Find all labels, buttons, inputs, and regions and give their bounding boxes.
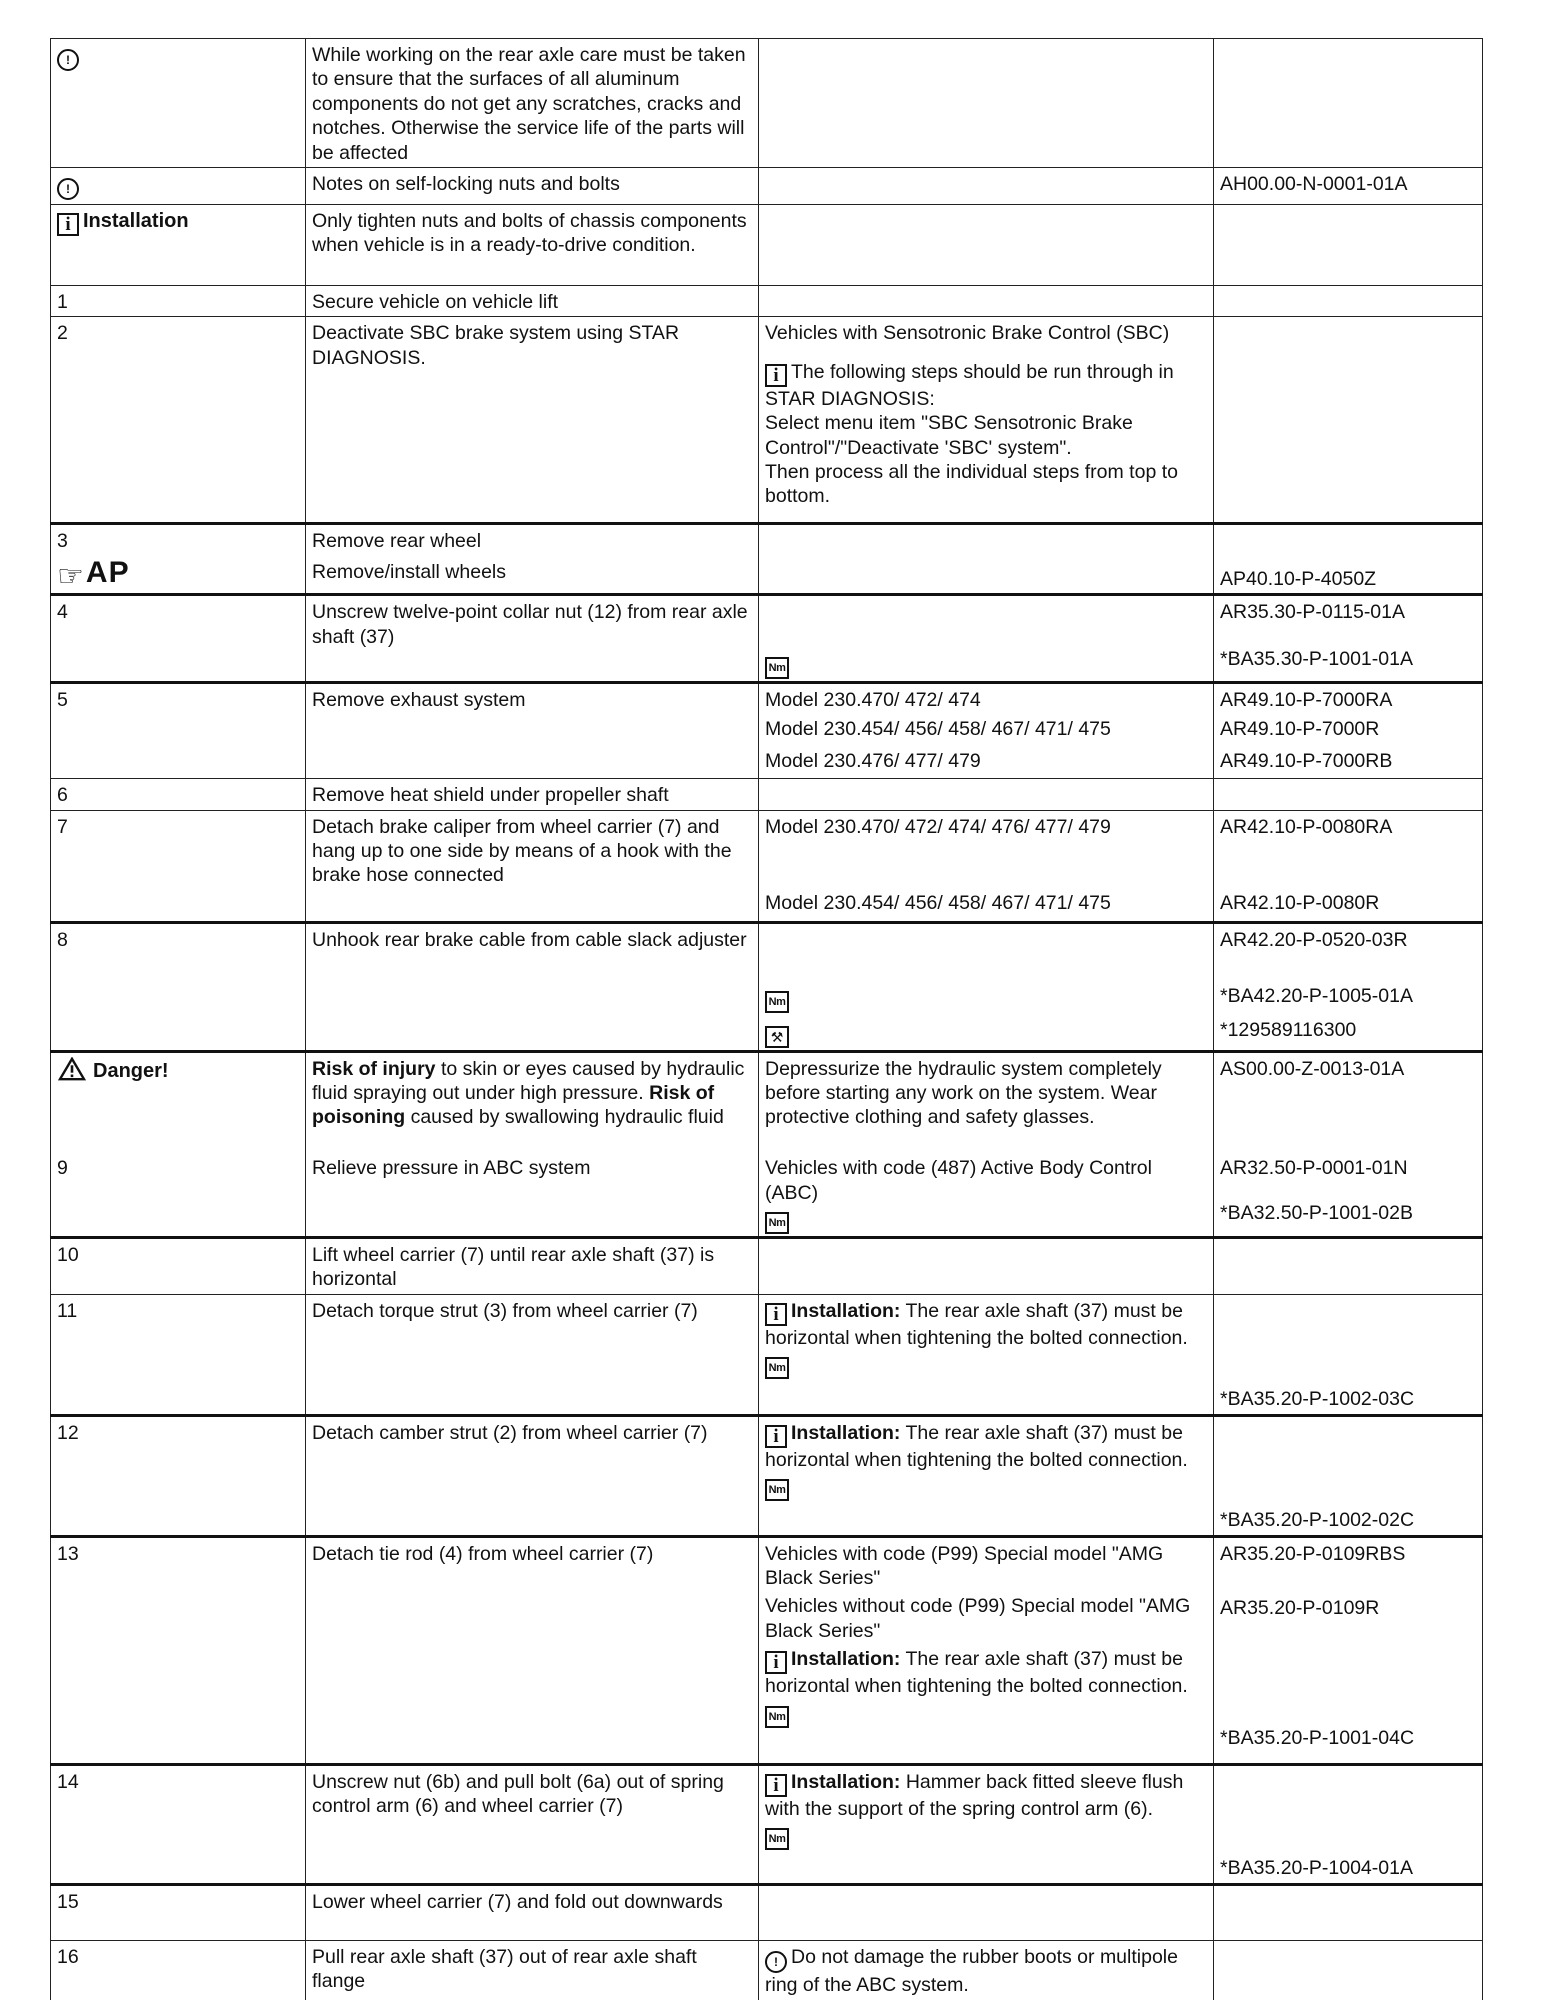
installation-note — [765, 1421, 1207, 1472]
step-cell — [51, 1051, 306, 1152]
description-cell: Lift wheel carrier (7) until rear axle shaft (37) is horizontal — [306, 1237, 759, 1294]
warning-triangle-icon — [57, 1057, 87, 1081]
description-cell: Detach tie rod (4) from wheel carrier (7) — [306, 1536, 759, 1764]
step-number: 2 — [51, 317, 306, 524]
model-condition: Model 230.470/ 472/ 474/ 476/ 477/ 479 — [765, 815, 1111, 838]
step-number: 12 — [51, 1415, 306, 1536]
info-icon: i — [765, 364, 787, 387]
reference-cell[interactable]: AS00.00-Z-0013-01A — [1214, 1051, 1483, 1152]
description-cell: Secure vehicle on vehicle lift — [306, 286, 759, 317]
risk-label: Risk of injury — [312, 1057, 436, 1080]
table-row — [51, 168, 1483, 205]
reference-link[interactable]: AR49.10-P-7000RB — [1220, 750, 1393, 772]
table-row — [51, 1237, 1483, 1294]
table-row — [51, 683, 1483, 779]
torque-icon: Nm — [765, 1479, 789, 1501]
reference-link[interactable]: AR42.10-P-0080R — [1220, 892, 1380, 914]
torque-icon: Nm — [765, 657, 789, 679]
table-row — [51, 1415, 1483, 1536]
condition-cell — [759, 1152, 1214, 1237]
reference-link[interactable]: AR35.30-P-0115-01A — [1220, 601, 1406, 624]
table-row — [51, 1884, 1483, 1940]
info-icon: i — [57, 213, 79, 236]
risk-label: Risk of poisoning — [312, 1082, 715, 1129]
reference-link[interactable]: AR32.50-P-0001-01N — [1220, 1157, 1408, 1180]
step-cell — [51, 524, 306, 595]
table-row — [51, 1051, 1483, 1152]
info-note — [765, 360, 1207, 411]
table-row — [51, 595, 1483, 683]
table-row — [51, 205, 1483, 286]
reference-cell — [1214, 1940, 1483, 2000]
step-number: 6 — [51, 779, 306, 810]
table-row — [51, 1764, 1483, 1884]
info-note-text: The following steps should be run through in STAR DIAGNOSIS: — [765, 360, 1174, 410]
condition-cell — [759, 1237, 1214, 1294]
reference-link[interactable]: AR49.10-P-7000R — [1220, 717, 1380, 740]
table-row — [51, 922, 1483, 1051]
note-text: Do not damage the rubber boots or multipole ring of the ABC system. — [765, 1945, 1178, 1996]
pointing-hand-icon: ☞ — [57, 559, 84, 593]
model-condition: Model 230.476/ 477/ 479 — [765, 750, 981, 772]
table-row — [51, 810, 1483, 922]
tool-row — [765, 1021, 1207, 1048]
reference-cell — [1214, 205, 1483, 286]
description-cell — [306, 1051, 759, 1152]
reference-cell[interactable]: *BA35.20-P-1004-01A — [1214, 1764, 1483, 1884]
table-row — [51, 1536, 1483, 1764]
condition-cell — [759, 205, 1214, 286]
installation-label: Installation — [83, 210, 189, 232]
condition-cell — [759, 810, 1214, 922]
torque-reference[interactable]: *BA42.20-P-1005-01A — [1220, 985, 1413, 1007]
reference-link[interactable]: AR35.20-P-0109RBS — [1220, 1542, 1406, 1565]
table-row — [51, 524, 1483, 595]
description-cell: While working on the rear axle care must be taken to ensure that the surfaces of all aluminum components do not get any scratches, cracks and notches. Otherwise the service life of the parts will be affected — [306, 39, 759, 168]
torque-row — [765, 1205, 1207, 1234]
reference-cell[interactable]: *BA35.20-P-1002-03C — [1214, 1294, 1483, 1415]
condition-cell — [759, 286, 1214, 317]
reference-cell — [1214, 39, 1483, 168]
condition-cell — [759, 39, 1214, 168]
note-icon: ! — [57, 49, 79, 71]
installation-note — [765, 1770, 1207, 1821]
installation-label: Installation: — [791, 1421, 901, 1444]
note-icon: ! — [765, 1951, 787, 1973]
installation-text: The rear axle shaft (37) must be horizontal when tightening the bolted connection. — [765, 1421, 1188, 1471]
step-number: 10 — [51, 1237, 306, 1294]
torque-row — [765, 1350, 1207, 1379]
danger-label: Danger! — [93, 1059, 169, 1082]
torque-reference[interactable]: *BA32.50-P-1001-02B — [1220, 1201, 1413, 1224]
reference-cell — [1214, 1152, 1483, 1237]
condition-cell — [759, 922, 1214, 1051]
table-row — [51, 779, 1483, 810]
reference-cell — [1214, 810, 1483, 922]
condition-text: Vehicles with code (487) Active Body Control (ABC) — [765, 1157, 1152, 1204]
condition-cell — [759, 1764, 1214, 1884]
description-text: Remove rear wheel — [312, 530, 482, 553]
special-tool-icon: ⚒ — [765, 1026, 789, 1048]
risk-text: to skin or eyes caused by hydraulic fluid spraying out under high pressure. — [312, 1057, 745, 1104]
description-cell: Relieve pressure in ABC system — [306, 1152, 759, 1237]
model-condition: Model 230.454/ 456/ 458/ 467/ 471/ 475 — [765, 717, 1111, 740]
step-number: 13 — [51, 1536, 306, 1764]
torque-row — [765, 1472, 1207, 1501]
step-number: 15 — [51, 1884, 306, 1940]
installation-text: The rear axle shaft (37) must be horizontal when tightening the bolted connection. — [765, 1648, 1188, 1698]
description-cell: Detach brake caliper from wheel carrier (7) and hang up to one side by means of a hook with the brake hose connected — [306, 810, 759, 922]
table-row — [51, 1152, 1483, 1237]
description-cell: Only tighten nuts and bolts of chassis components when vehicle is in a ready-to-drive condition. — [306, 205, 759, 286]
installation-text: Hammer back fitted sleeve flush with the support of the spring control arm (6). — [765, 1770, 1184, 1820]
info-icon: i — [765, 1303, 787, 1326]
description-cell: Lower wheel carrier (7) and fold out downwards — [306, 1884, 759, 1940]
condition-cell — [759, 1536, 1214, 1764]
installation-label: Installation: — [791, 1770, 901, 1793]
condition-cell: Depressurize the hydraulic system completely before starting any work on the system. Wear protective clothing and safety glasses. — [759, 1051, 1214, 1152]
description-cell — [306, 524, 759, 595]
reference-cell — [1214, 779, 1483, 810]
installation-note — [765, 1647, 1207, 1698]
model-condition: Model 230.454/ 456/ 458/ 467/ 471/ 475 — [765, 892, 1111, 914]
description-text: Remove/install wheels — [312, 560, 507, 583]
reference-cell — [1214, 317, 1483, 524]
info-icon: i — [765, 1651, 787, 1674]
torque-icon: Nm — [765, 1828, 789, 1850]
tool-reference[interactable]: *129589116300 — [1220, 1019, 1357, 1042]
reference-cell — [1214, 922, 1483, 1051]
step-number: 16 — [51, 1940, 306, 2000]
ap-reference — [57, 554, 299, 592]
reference-link[interactable]: AR49.10-P-7000RA — [1220, 689, 1393, 712]
info-icon: i — [765, 1774, 787, 1797]
step-number: 11 — [51, 1294, 306, 1415]
info-icon: i — [765, 1425, 787, 1448]
table-row — [51, 39, 1483, 168]
torque-icon: Nm — [765, 1357, 789, 1379]
condition-text: Vehicles with code (P99) Special model "AMG Black Series" — [765, 1542, 1164, 1589]
condition-cell — [759, 524, 1214, 595]
condition-cell — [759, 1884, 1214, 1940]
installation-note — [765, 1299, 1207, 1350]
step-cell — [51, 168, 306, 205]
reference-link[interactable]: AR35.20-P-0109R — [1220, 1597, 1380, 1619]
condition-text: Vehicles with Sensotronic Brake Control (SBC) — [765, 322, 1170, 345]
step-number: 3 — [57, 530, 68, 553]
risk-text: caused by swallowing hydraulic fluid — [405, 1106, 724, 1129]
description-cell: Notes on self-locking nuts and bolts — [306, 168, 759, 205]
step-number: 14 — [51, 1764, 306, 1884]
description-cell: Unscrew nut (6b) and pull bolt (6a) out of spring control arm (6) and wheel carrier (7) — [306, 1764, 759, 1884]
reference-cell[interactable]: AP40.10-P-4050Z — [1214, 524, 1483, 595]
reference-cell — [1214, 1884, 1483, 1940]
table-row — [51, 317, 1483, 524]
condition-text: Vehicles without code (P99) Special model "AMG Black Series" — [765, 1595, 1191, 1642]
condition-cell — [759, 1294, 1214, 1415]
reference-link[interactable]: AR42.10-P-0080RA — [1220, 815, 1393, 838]
description-cell: Deactivate SBC brake system using STAR DIAGNOSIS. — [306, 317, 759, 524]
torque-icon: Nm — [765, 991, 789, 1013]
torque-row — [765, 1699, 1207, 1728]
torque-reference[interactable]: *BA35.30-P-1001-01A — [1220, 647, 1413, 670]
installation-text: The rear axle shaft (37) must be horizontal when tightening the bolted connection. — [765, 1299, 1188, 1349]
description-cell: Detach camber strut (2) from wheel carrier (7) — [306, 1415, 759, 1536]
reference-cell — [1214, 1237, 1483, 1294]
condition-cell — [759, 1415, 1214, 1536]
condition-cell — [759, 1940, 1214, 2000]
description-cell: Unscrew twelve-point collar nut (12) from rear axle shaft (37) — [306, 595, 759, 683]
reference-link[interactable]: AR42.20-P-0520-03R — [1220, 928, 1408, 951]
torque-row — [765, 984, 1207, 1013]
description-cell: Detach torque strut (3) from wheel carrier (7) — [306, 1294, 759, 1415]
description-cell: Unhook rear brake cable from cable slack adjuster — [306, 922, 759, 1051]
step-number: 4 — [51, 595, 306, 683]
reference-cell — [1214, 1536, 1483, 1764]
model-condition: Model 230.470/ 472/ 474 — [765, 689, 981, 712]
table-row — [51, 286, 1483, 317]
step-number: 7 — [51, 810, 306, 922]
torque-icon: Nm — [765, 1706, 789, 1728]
condition-cell — [759, 779, 1214, 810]
step-cell — [51, 39, 306, 168]
installation-label: Installation: — [791, 1299, 901, 1322]
step-number: 1 — [51, 286, 306, 317]
torque-icon: Nm — [765, 1212, 789, 1234]
step-number: 5 — [51, 683, 306, 779]
torque-row — [765, 1821, 1207, 1850]
ap-code: AP — [85, 555, 130, 589]
description-cell: Remove heat shield under propeller shaft — [306, 779, 759, 810]
step-number: 9 — [51, 1152, 306, 1237]
description-cell: Remove exhaust system — [306, 683, 759, 779]
condition-cell — [759, 595, 1214, 683]
reference-cell — [1214, 683, 1483, 779]
table-row — [51, 1940, 1483, 2000]
reference-cell[interactable]: AH00.00-N-0001-01A — [1214, 168, 1483, 205]
reference-cell[interactable]: *BA35.20-P-1002-02C — [1214, 1415, 1483, 1536]
step-cell — [51, 205, 306, 286]
table-row — [51, 1294, 1483, 1415]
condition-text: Then process all the individual steps from top to bottom. — [765, 460, 1178, 508]
procedure-table — [50, 38, 1483, 2000]
torque-reference[interactable]: *BA35.20-P-1001-04C — [1220, 1727, 1415, 1750]
installation-label: Installation: — [791, 1648, 901, 1671]
note-icon: ! — [57, 178, 79, 200]
condition-text: Select menu item "SBC Sensotronic Brake Control"/"Deactivate 'SBC' system". — [765, 412, 1133, 459]
reference-cell — [1214, 595, 1483, 683]
description-cell: Pull rear axle shaft (37) out of rear axle shaft flange — [306, 1940, 759, 2000]
condition-cell — [759, 683, 1214, 779]
step-number: 8 — [51, 922, 306, 1051]
condition-cell — [759, 168, 1214, 205]
condition-cell — [759, 317, 1214, 524]
reference-cell — [1214, 286, 1483, 317]
